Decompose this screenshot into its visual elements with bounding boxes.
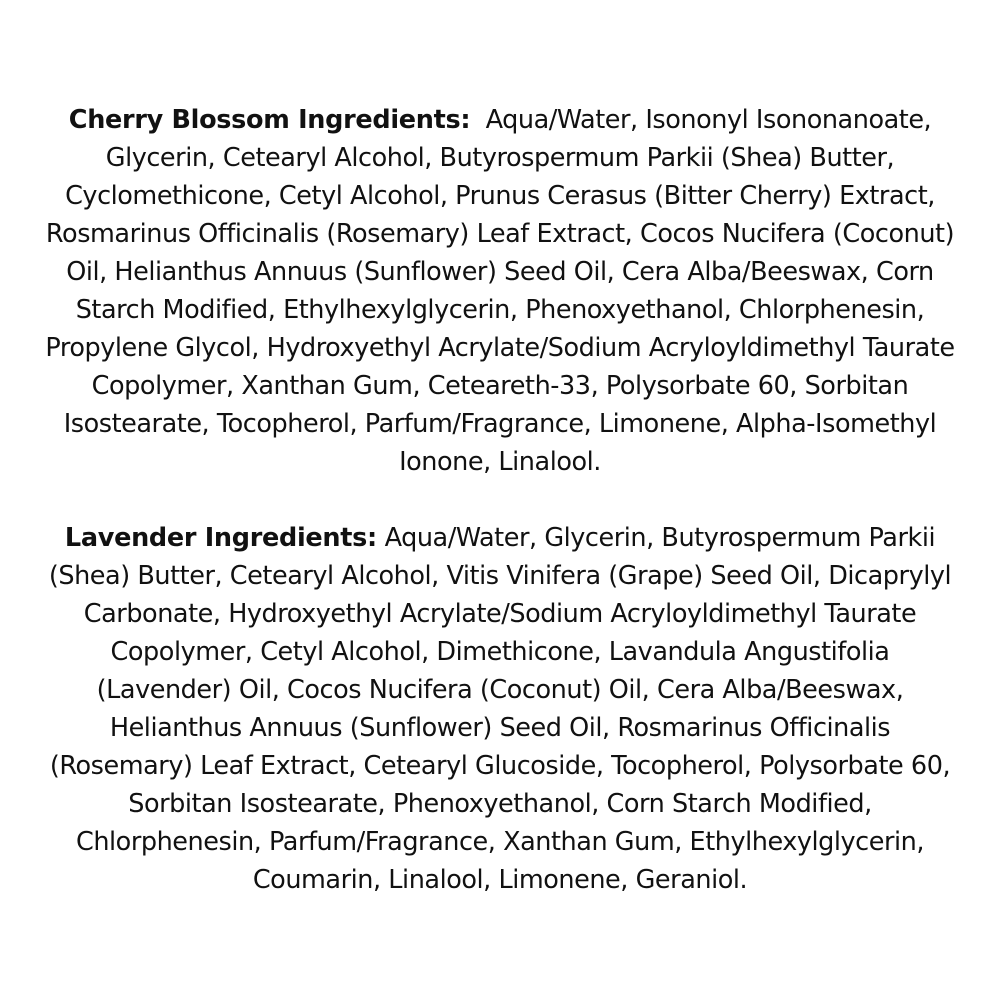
cherry-blossom-ingredients [40, 101, 960, 481]
lavender-heading: Lavender Ingredients: [64, 523, 377, 553]
cherry-blossom-ingredient-list: Aqua/Water, Isononyl Isononanoate, Glycerin, Cetearyl Alcohol, Butyrospermum Parkii (Shea) Butter, Cyclomethicone, Cetyl Alcohol, Prunus Cerasus (Bitter Cherry) Extract, Rosmarinus Officinalis (Rosemary) Leaf Extract, Cocos Nucifera (Coconut) Oil, Helianthus Annuus (Sunflower) Seed Oil, Cera Alba/Beeswax, Corn Starch Modified, Ethylhexylglycerin, Phenoxyethanol, Chlorphenesin, Propylene Glycol, Hydroxyethyl Acrylate/Sodium Acryloyldimethyl Taurate Copolymer, Xanthan Gum, Ceteareth-33, Polysorbate 60, Sorbitan Isostearate, Tocopherol, Parfum/Fragrance, Limonene, Alpha-Isomethyl Ionone, Linalool. [45, 105, 955, 477]
lavender-ingredient-list: Aqua/Water, Glycerin, Butyrospermum Parkii (Shea) Butter, Cetearyl Alcohol, Vitis Vinifera (Grape) Seed Oil, Dicaprylyl Carbonate, Hydroxyethyl Acrylate/Sodium Acryloyldimethyl Taurate Copolymer, Cetyl Alcohol, Dimethicone, Lavandula Angustifolia (Lavender) Oil, Cocos Nucifera (Coconut) Oil, Cera Alba/Beeswax, Helianthus Annuus (Sunflower) Seed Oil, Rosmarinus Officinalis (Rosemary) Leaf Extract, Cetearyl Glucoside, Tocopherol, Polysorbate 60, Sorbitan Isostearate, Phenoxyethanol, Corn Starch Modified, Chlorphenesin, Parfum/Fragrance, Xanthan Gum, Ethylhexylglycerin, Coumarin, Linalool, Limonene, Geraniol. [48, 523, 952, 895]
ingredients-document [40, 101, 960, 899]
lavender-ingredients [40, 519, 960, 899]
cherry-blossom-heading: Cherry Blossom Ingredients: [68, 105, 471, 135]
